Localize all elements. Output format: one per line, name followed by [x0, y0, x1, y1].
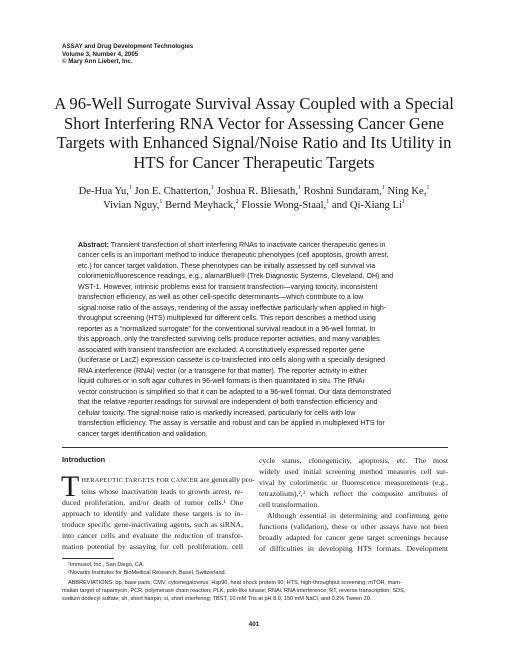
footnote-affiliation-2: ²Novartis Institutes for BioMedical Research, Basel, Switzerland.	[68, 569, 227, 576]
abstract-line: liquid cultures or in soft agar cultures in 96-well formats is then quantitated in situ. The RNAi	[78, 378, 365, 386]
journal-header	[62, 43, 193, 66]
body-line: broadly adapted for cancer gene target screenings because	[259, 533, 448, 543]
affiliation-mark: 1	[381, 184, 385, 191]
abstract-line: associated with transient transfection are excluded. A constitutively expressed reporter gene	[78, 346, 365, 354]
author-line-2	[40, 199, 468, 213]
abstract-line: cellular toxicity. The signal:noise ratio is markedly increased, particularly for cells with low	[78, 409, 356, 417]
body-text: are generally pro-	[198, 475, 255, 484]
abstract-line: etc.) for cancer target validation. These phenotypes can be initially assessed by cell survival via	[78, 262, 376, 270]
abstract-line: cancer cells is an important method to induce therapeutic phenotypes (cell apoptosis, growth arrest,	[78, 252, 389, 260]
title-line: HTS for Cancer Therapeutic Targets	[133, 152, 375, 172]
drop-cap: T	[61, 470, 80, 503]
abstract-line: transfection efficiency, as well as other cell-specific determinants—which contribute to a low	[78, 294, 364, 302]
author-name: Ning Ke,	[387, 186, 427, 197]
title-line: Short Interfering RNA Vector for Assessing Cancer Gene	[64, 113, 444, 133]
title-line: A 96-Well Surrogate Survival Assay Coupled with a Special	[54, 94, 454, 113]
abstract-line: this approach, only the transfected surviving cells produce reporter activities, and many variables	[78, 336, 380, 344]
affiliation-mark: 1	[401, 198, 405, 205]
section-divider	[62, 447, 448, 448]
body-line: cycle status, clonogenicity, apoptosis, etc. The most	[259, 456, 448, 465]
abstract-line: reporter as a “normalized surrogate” for the conventional survival readout in a 96-well format. In	[78, 325, 376, 333]
abstract-line: colorimetric/fluorescence readings, e.g., alamarBlue® (Trek Diagnostic Systems, Cleveland, OH) and	[78, 273, 394, 281]
body-line: tetrazolium),²,³ which reflect the composite attributes of	[259, 489, 448, 499]
journal-volume: Volume 3, Number 4, 2005	[62, 50, 139, 58]
affiliation-mark: 1	[128, 184, 132, 191]
abbreviations-line: malian target of rapamycin; PCR, polymerase chain reaction; PLK, polo-like kinase; RNAi, RNA interference; RT, reverse transcription; SDS,	[62, 588, 406, 595]
author-name: Jon E. Chatterton,	[134, 186, 212, 197]
body-column-right	[259, 455, 448, 554]
author-name: Vivian Nguy,	[103, 200, 160, 211]
journal-copyright: © Mary Ann Liebert, Inc.	[62, 58, 133, 66]
abbreviations-line: sodium dodecyl sulfate; sh, short hairpin; si, short interfering; TBST, 10 mM Tris at pH 8.0, 150 mM NaCl, and 0.2% Tween 20.	[62, 595, 372, 602]
body-line: functions (validation), these or other assays have not been	[259, 522, 448, 532]
body-line: of difficulties in developing HTS formats. Development	[259, 544, 448, 554]
section-heading: Introduction	[62, 455, 106, 464]
author-name: Roshni Sundaram,	[303, 186, 382, 197]
affiliation-mark: 1	[159, 198, 163, 205]
footnote-rule	[62, 558, 114, 559]
body-column-left	[61, 470, 255, 552]
body-line: cell transformation.	[259, 500, 320, 510]
abstract-line: transfection efficiency. The assay is versatile and robust and can be applied in multiplexed HTS for	[78, 420, 385, 428]
body-line: troduce specific gene-inactivating agents, such as siRNA,	[62, 520, 243, 530]
footnotes	[62, 562, 448, 604]
body-line: vival by colorimetric or fluorescence measurements (e.g.,	[259, 478, 448, 488]
abstract-line: WST-1. However, intrinsic problems exist for transient transfection—varying toxicity, inconsistent	[78, 283, 378, 291]
abstract-label: Abstract:	[78, 242, 109, 249]
author-name: Joshua R. Bliesath,	[216, 186, 298, 197]
author-name: and Qi-Xiang Li	[331, 200, 402, 211]
body-line: mation potential by assaying for cell proliferation, cell	[62, 542, 243, 552]
footnote-affiliation-1: ¹Immusol, Inc., San Diego, CA.	[68, 562, 145, 568]
body-line: widely used initial screening method measures cell sur-	[259, 467, 448, 477]
article-title	[40, 94, 468, 172]
affiliation-mark: 1	[326, 198, 330, 205]
affiliation-mark: 1	[297, 184, 301, 191]
journal-name: ASSAY and Drug Development Technologies	[62, 43, 194, 50]
author-name: Bernd Meyhack,	[165, 200, 236, 211]
abstract-text: Transient transfection of short interfering RNAs to inactivate cancer therapeutic genes in	[110, 242, 386, 249]
body-line	[62, 474, 255, 486]
body-line: duced proliferation, and/or death of tumor cells.¹ One	[62, 498, 243, 508]
abstract-line: RNA interference (RNAi) vector (or a transgene for that matter). The reporter activity in either	[78, 367, 367, 375]
abstract-line: (luciferase or LacZ) expression cassette is co-transfected into cells along with a specially designed	[78, 357, 386, 365]
title-line: Targets with Enhanced Signal/Noise Ratio and Its Utility in	[56, 133, 452, 153]
abstract-line: cancer target identification and validation.	[78, 430, 208, 438]
body-line: Although essential in determining and confirming gene	[267, 511, 448, 521]
abstract-line: vector construction is simplified so that it can be adapted to a 96-well format. Our data demonstrated	[78, 388, 391, 396]
affiliation-mark: 1	[426, 184, 430, 191]
abstract-line	[78, 241, 430, 251]
author-line-1	[40, 185, 468, 199]
body-line: teins whose inactivation leads to growth arrest, re-	[81, 487, 243, 497]
affiliation-mark: 2	[235, 198, 239, 205]
body-line: into cancer cells and evaluate the reduction of transfor-	[62, 531, 243, 541]
author-list	[40, 185, 468, 213]
affiliation-mark: 1	[211, 184, 215, 191]
abstract	[78, 241, 430, 440]
abstract-line: that the relative reporter readings for survival are independent of both transfection efficiency and	[78, 399, 378, 407]
abstract-line: throughput screening (HTS) multiplexed for different cells. This report describes a method using	[78, 315, 376, 323]
author-name: Flossie Wong-Staal,	[241, 200, 327, 211]
abstract-line: signal:noise ratio of the assays, rendering of the assay ineffective particularly when applied in high-	[78, 304, 387, 312]
smallcaps-lead: HERAPEUTIC TARGETS FOR CANCER	[81, 477, 199, 484]
abbreviations-line: ABBREVIATIONS: bp, base pairs; CMV, cytomegalovirus; Hsp90, heat shock protein 90; HTS, high-throughput screening; mTOR, mam-	[68, 580, 402, 587]
page-number: 401	[248, 621, 260, 628]
body-line: approach to identify and validate these targets is to in-	[62, 509, 243, 519]
author-name: De-Hua Yu,	[78, 186, 129, 197]
